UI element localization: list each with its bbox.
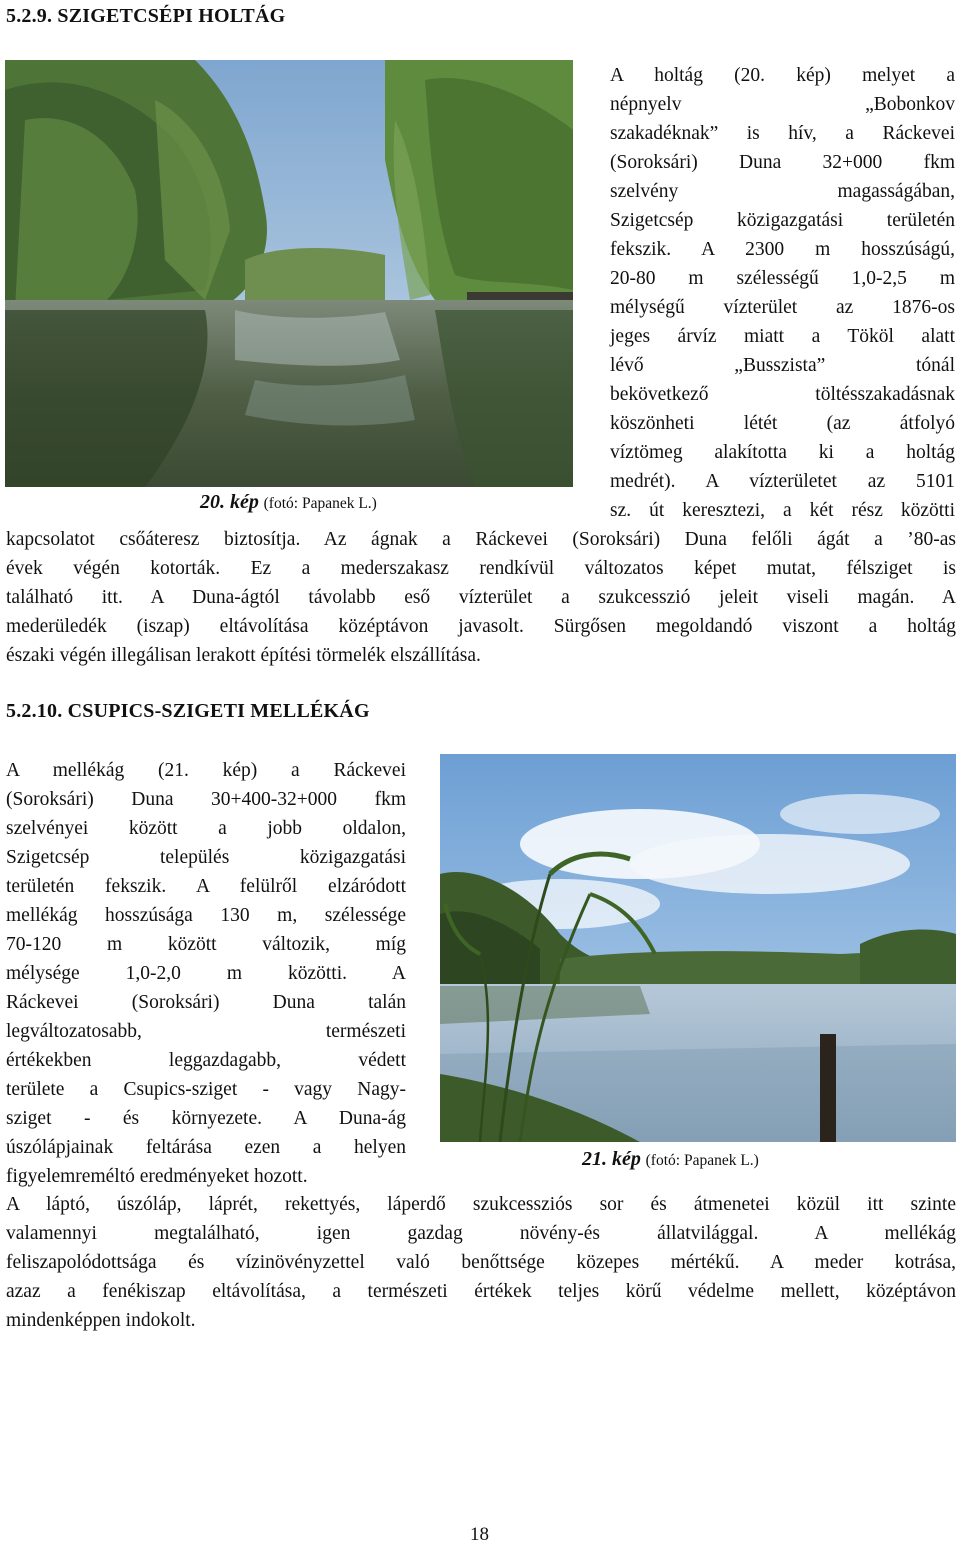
photo-credit: (fotó: Papanek L.) bbox=[645, 1152, 759, 1169]
text-line: értékekben leggazdagabb, védett bbox=[6, 1050, 406, 1071]
text-line: mederüledék (iszap) eltávolítása középtávon javasolt. Sürgősen megoldandó viszont a holtág bbox=[6, 616, 956, 637]
text-line: medrét). A vízterületet az 5101 bbox=[610, 471, 955, 492]
text-line: szelvény magasságában, bbox=[610, 181, 955, 202]
figure-number: 20. kép bbox=[200, 491, 259, 513]
text-line: található itt. A Duna-ágtól távolabb eső vízterület a szukcesszió jeleit viseli magán. A bbox=[6, 587, 956, 608]
text-line: mélységű vízterület az 1876-os bbox=[610, 297, 955, 318]
text-line: Szigetcsép közigazgatási területén bbox=[610, 210, 955, 231]
text-line: lévő „Busszista” tónál bbox=[610, 355, 955, 376]
willow-backwater-image bbox=[5, 60, 573, 487]
text-line: sz. út keresztezi, a két rész közötti bbox=[610, 500, 955, 521]
text-line: víztömeg alakította ki a holtág bbox=[610, 442, 955, 463]
text-line: azaz a fenékiszap eltávolítása, a természeti értékek teljes körű védelme mellett, középtávon bbox=[6, 1281, 956, 1302]
holtag-side-text bbox=[610, 61, 955, 525]
text-line: sziget - és környezete. A Duna-ág bbox=[6, 1108, 406, 1129]
text-line: (Soroksári) Duna 30+400-32+000 fkm bbox=[6, 789, 406, 810]
page-number: 18 bbox=[470, 1524, 489, 1545]
reed-lake-image bbox=[440, 754, 956, 1142]
section-heading-mellekag: 5.2.10. CSUPICS-SZIGETI MELLÉKÁG bbox=[6, 700, 370, 722]
text-line: A láptó, úszóláp, láprét, rekettyés, láperdő szukcessziós sor és átmenetei közül itt szinte bbox=[6, 1194, 956, 1215]
text-line: kapcsolatot csőáteresz biztosítja. Az ágnak a Ráckevei (Soroksári) Duna felőli ágát a ’80-as bbox=[6, 529, 956, 550]
text-line: szakadéknak” is hív, a Ráckevei bbox=[610, 123, 955, 144]
text-line: területén fekszik. A felülről elzáródott bbox=[6, 876, 406, 897]
text-line: területe a Csupics-sziget - vagy Nagy- bbox=[6, 1079, 406, 1100]
text-line: mindenképpen indokolt. bbox=[6, 1310, 196, 1331]
figure-caption-20 bbox=[200, 491, 377, 514]
mellekag-body-text bbox=[6, 1190, 956, 1335]
figure-caption-21 bbox=[582, 1148, 759, 1171]
text-line: szelvényei között a jobb oldalon, bbox=[6, 818, 406, 839]
text-line: valamennyi megtalálható, igen gazdag növény-és állatvilággal. A mellékág bbox=[6, 1223, 956, 1244]
text-line: népnyelv „Bobonkov bbox=[610, 94, 955, 115]
text-line: 70-120 m között változik, míg bbox=[6, 934, 406, 955]
text-line: mellékág hosszúsága 130 m, szélessége bbox=[6, 905, 406, 926]
text-line: A holtág (20. kép) melyet a bbox=[610, 65, 955, 86]
text-line: Ráckevei (Soroksári) Duna talán bbox=[6, 992, 406, 1013]
text-line: 20-80 m szélességű 1,0-2,5 m bbox=[610, 268, 955, 289]
text-line: feliszapolódottsága és vízinövényzettel való benőttsége közepes mértékű. A meder kotrása, bbox=[6, 1252, 956, 1273]
text-line: évek végén kotorták. Ez a mederszakasz rendkívül változatos képet mutat, félsziget is bbox=[6, 558, 956, 579]
mellekag-side-text bbox=[6, 756, 406, 1191]
photo-credit: (fotó: Papanek L.) bbox=[263, 495, 377, 512]
photo-mellekag bbox=[440, 754, 956, 1142]
text-line: legváltozatosabb, természeti bbox=[6, 1021, 406, 1042]
text-line: fekszik. A 2300 m hosszúságú, bbox=[610, 239, 955, 260]
text-line: úszólápjainak feltárása ezen a helyen bbox=[6, 1137, 406, 1158]
text-line: köszönheti létét (az átfolyó bbox=[610, 413, 955, 434]
text-line: Szigetcsép település közigazgatási bbox=[6, 847, 406, 868]
photo-holtag bbox=[5, 60, 573, 487]
text-line: északi végén illegálisan lerakott építési törmelék elszállítása. bbox=[6, 645, 481, 666]
text-line: jeges árvíz miatt a Tököl alatt bbox=[610, 326, 955, 347]
text-line: mélysége 1,0-2,0 m közötti. A bbox=[6, 963, 406, 984]
text-line: figyelemreméltó eredményeket hozott. bbox=[6, 1166, 308, 1187]
text-line: (Soroksári) Duna 32+000 fkm bbox=[610, 152, 955, 173]
text-line: bekövetkező töltésszakadásnak bbox=[610, 384, 955, 405]
section-heading-holtag: 5.2.9. SZIGETCSÉPI HOLTÁG bbox=[6, 5, 286, 27]
holtag-body-text bbox=[6, 525, 956, 670]
figure-number: 21. kép bbox=[582, 1148, 641, 1170]
text-line: A mellékág (21. kép) a Ráckevei bbox=[6, 760, 406, 781]
